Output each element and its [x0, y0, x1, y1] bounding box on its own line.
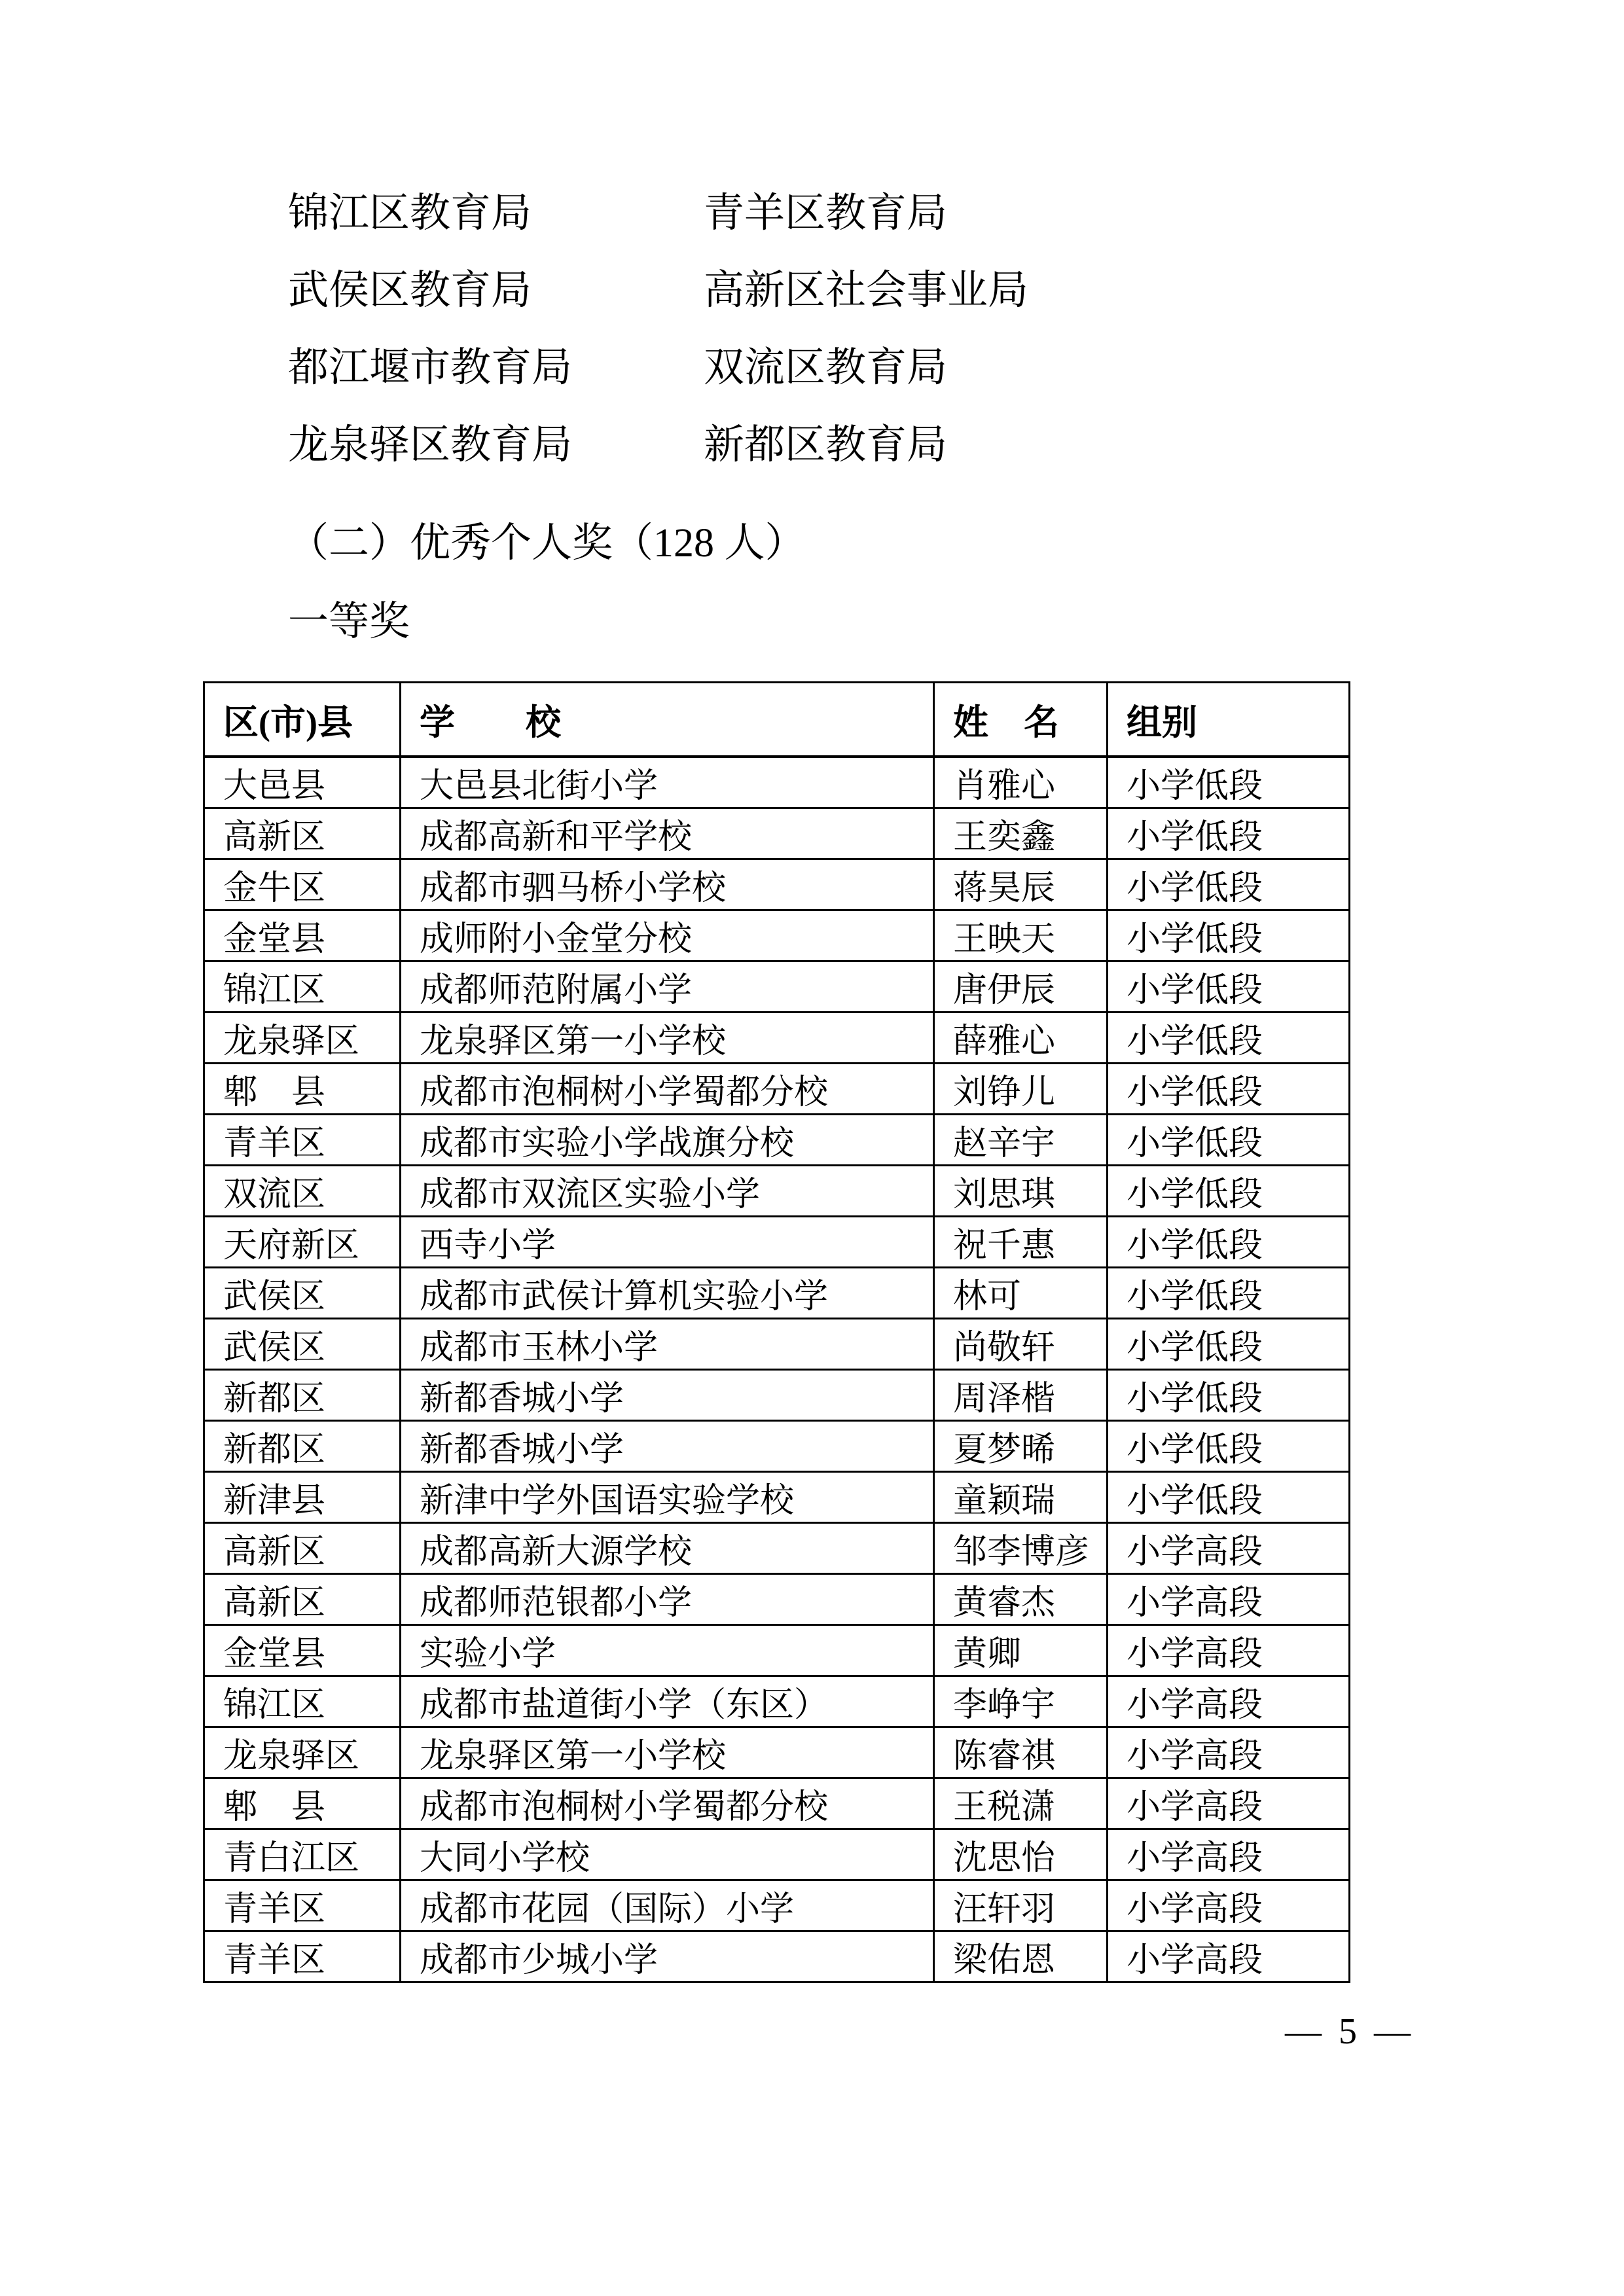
section-heading: （二）优秀个人奖（128 人）	[288, 521, 806, 565]
cell-group: 小学低段	[1108, 1472, 1350, 1523]
table-row	[204, 1064, 1350, 1115]
bureau-list	[288, 191, 1028, 500]
cell-name: 林可	[934, 1268, 1108, 1319]
cell-district: 青羊区	[204, 1880, 401, 1931]
table-row	[204, 757, 1350, 808]
cell-name: 肖雅心	[934, 757, 1108, 808]
table-row	[204, 808, 1350, 859]
cell-school: 龙泉驿区第一小学校	[401, 1727, 934, 1778]
table-header-row	[204, 683, 1350, 757]
cell-district: 青白江区	[204, 1829, 401, 1880]
cell-district: 郫 县	[204, 1778, 401, 1829]
cell-district: 金牛区	[204, 859, 401, 910]
cell-name: 唐伊辰	[934, 961, 1108, 1013]
cell-school: 成都市盐道街小学（东区）	[401, 1676, 934, 1727]
table-row	[204, 1319, 1350, 1370]
bureau-name-left: 都江堰市教育局	[288, 346, 573, 390]
cell-district: 大邑县	[204, 757, 401, 808]
cell-name: 刘铮儿	[934, 1064, 1108, 1115]
cell-group: 小学高段	[1108, 1931, 1350, 1982]
cell-district: 武侯区	[204, 1319, 401, 1370]
cell-name: 王奕鑫	[934, 808, 1108, 859]
bureau-name-right: 新都区教育局	[704, 423, 948, 467]
bureau-list-row	[288, 346, 1028, 390]
table-row	[204, 1829, 1350, 1880]
table-row	[204, 1778, 1350, 1829]
table-row	[204, 1727, 1350, 1778]
cell-group: 小学高段	[1108, 1880, 1350, 1931]
cell-group: 小学低段	[1108, 910, 1350, 961]
cell-school: 成都高新和平学校	[401, 808, 934, 859]
column-header-district: 区(市)县	[204, 683, 401, 757]
cell-group: 小学低段	[1108, 961, 1350, 1013]
table-row	[204, 910, 1350, 961]
column-header-name: 姓 名	[934, 683, 1108, 757]
column-header-group: 组别	[1108, 683, 1350, 757]
cell-group: 小学高段	[1108, 1523, 1350, 1574]
cell-group: 小学低段	[1108, 1421, 1350, 1472]
cell-name: 赵辛宇	[934, 1115, 1108, 1166]
cell-group: 小学低段	[1108, 1370, 1350, 1421]
table-row	[204, 961, 1350, 1013]
cell-name: 王税潇	[934, 1778, 1108, 1829]
cell-district: 高新区	[204, 1523, 401, 1574]
table-row	[204, 1217, 1350, 1268]
cell-district: 新津县	[204, 1472, 401, 1523]
cell-district: 高新区	[204, 808, 401, 859]
cell-district: 锦江区	[204, 961, 401, 1013]
bureau-list-row	[288, 423, 1028, 467]
table-row	[204, 1370, 1350, 1421]
cell-school: 成都市双流区实验小学	[401, 1166, 934, 1217]
cell-school: 新津中学外国语实验学校	[401, 1472, 934, 1523]
cell-group: 小学低段	[1108, 1319, 1350, 1370]
cell-school: 成都市少城小学	[401, 1931, 934, 1982]
cell-school: 成都市花园（国际）小学	[401, 1880, 934, 1931]
cell-group: 小学低段	[1108, 1064, 1350, 1115]
cell-school: 新都香城小学	[401, 1421, 934, 1472]
table-row	[204, 1523, 1350, 1574]
table-row	[204, 1880, 1350, 1931]
cell-district: 锦江区	[204, 1676, 401, 1727]
cell-name: 蒋昊辰	[934, 859, 1108, 910]
cell-group: 小学高段	[1108, 1727, 1350, 1778]
cell-group: 小学高段	[1108, 1778, 1350, 1829]
award-tier-heading: 一等奖	[288, 600, 410, 644]
cell-group: 小学低段	[1108, 1115, 1350, 1166]
bureau-name-right: 高新区社会事业局	[704, 268, 1029, 313]
award-table	[203, 681, 1350, 1983]
cell-district: 武侯区	[204, 1268, 401, 1319]
cell-district: 金堂县	[204, 1625, 401, 1676]
cell-school: 成都师范附属小学	[401, 961, 934, 1013]
cell-name: 尚敬轩	[934, 1319, 1108, 1370]
cell-district: 龙泉驿区	[204, 1727, 401, 1778]
bureau-name-right: 双流区教育局	[704, 346, 948, 390]
cell-district: 新都区	[204, 1370, 401, 1421]
table-row	[204, 1625, 1350, 1676]
cell-name: 刘思琪	[934, 1166, 1108, 1217]
cell-district: 青羊区	[204, 1931, 401, 1982]
cell-school: 成都市实验小学战旗分校	[401, 1115, 934, 1166]
cell-name: 李峥宇	[934, 1676, 1108, 1727]
table-body	[204, 757, 1350, 1982]
cell-group: 小学低段	[1108, 808, 1350, 859]
bureau-list-row	[288, 191, 1028, 236]
cell-name: 王映天	[934, 910, 1108, 961]
table-row	[204, 859, 1350, 910]
bureau-name-left: 武侯区教育局	[288, 268, 532, 313]
table-row	[204, 1115, 1350, 1166]
page-number: — 5 —	[1285, 2011, 1415, 2052]
bureau-name-left: 龙泉驿区教育局	[288, 423, 573, 467]
column-header-school: 学 校	[401, 683, 934, 757]
cell-district: 金堂县	[204, 910, 401, 961]
cell-group: 小学低段	[1108, 1166, 1350, 1217]
cell-school: 成都市武侯计算机实验小学	[401, 1268, 934, 1319]
cell-group: 小学高段	[1108, 1574, 1350, 1625]
cell-name: 邹李博彦	[934, 1523, 1108, 1574]
cell-group: 小学高段	[1108, 1676, 1350, 1727]
table-row	[204, 1574, 1350, 1625]
cell-name: 童颖瑞	[934, 1472, 1108, 1523]
cell-name: 薛雅心	[934, 1013, 1108, 1064]
cell-school: 成都市泡桐树小学蜀都分校	[401, 1778, 934, 1829]
cell-district: 龙泉驿区	[204, 1013, 401, 1064]
cell-group: 小学低段	[1108, 1013, 1350, 1064]
cell-group: 小学低段	[1108, 1268, 1350, 1319]
table-row	[204, 1676, 1350, 1727]
cell-name: 黄睿杰	[934, 1574, 1108, 1625]
cell-school: 大邑县北街小学	[401, 757, 934, 808]
cell-group: 小学高段	[1108, 1625, 1350, 1676]
cell-district: 双流区	[204, 1166, 401, 1217]
cell-group: 小学低段	[1108, 1217, 1350, 1268]
cell-school: 成都高新大源学校	[401, 1523, 934, 1574]
cell-school: 龙泉驿区第一小学校	[401, 1013, 934, 1064]
table-row	[204, 1268, 1350, 1319]
cell-school: 大同小学校	[401, 1829, 934, 1880]
bureau-list-row	[288, 268, 1028, 313]
cell-school: 成都市驷马桥小学校	[401, 859, 934, 910]
cell-school: 新都香城小学	[401, 1370, 934, 1421]
cell-school: 西寺小学	[401, 1217, 934, 1268]
cell-district: 青羊区	[204, 1115, 401, 1166]
cell-name: 沈思怡	[934, 1829, 1108, 1880]
cell-name: 祝千惠	[934, 1217, 1108, 1268]
table-row	[204, 1166, 1350, 1217]
cell-school: 成都市玉林小学	[401, 1319, 934, 1370]
table-row	[204, 1472, 1350, 1523]
cell-school: 实验小学	[401, 1625, 934, 1676]
cell-name: 梁佑恩	[934, 1931, 1108, 1982]
cell-name: 黄卿	[934, 1625, 1108, 1676]
cell-district: 新都区	[204, 1421, 401, 1472]
cell-group: 小学低段	[1108, 757, 1350, 808]
cell-school: 成都市泡桐树小学蜀都分校	[401, 1064, 934, 1115]
bureau-name-left: 锦江区教育局	[288, 191, 532, 236]
cell-group: 小学高段	[1108, 1829, 1350, 1880]
cell-district: 高新区	[204, 1574, 401, 1625]
table-row	[204, 1013, 1350, 1064]
cell-district: 天府新区	[204, 1217, 401, 1268]
cell-school: 成师附小金堂分校	[401, 910, 934, 961]
table-row	[204, 1421, 1350, 1472]
cell-school: 成都师范银都小学	[401, 1574, 934, 1625]
cell-name: 陈睿祺	[934, 1727, 1108, 1778]
cell-name: 夏梦晞	[934, 1421, 1108, 1472]
cell-group: 小学低段	[1108, 859, 1350, 910]
cell-name: 汪轩羽	[934, 1880, 1108, 1931]
bureau-name-right: 青羊区教育局	[704, 191, 948, 236]
cell-name: 周泽楷	[934, 1370, 1108, 1421]
cell-district: 郫 县	[204, 1064, 401, 1115]
table-row	[204, 1931, 1350, 1982]
